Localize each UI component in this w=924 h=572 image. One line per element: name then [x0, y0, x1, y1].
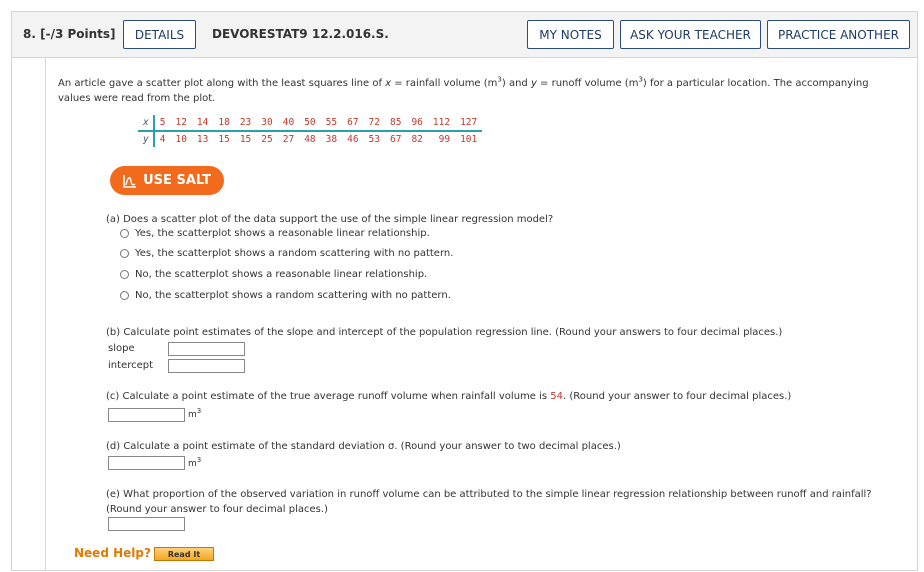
use-salt-button[interactable]: [110, 166, 224, 195]
part-a-option-2[interactable]: [120, 248, 453, 259]
x-cell: 72: [364, 115, 385, 131]
part-b-question: (b) Calculate point estimates of the slope and intercept of the population regression line. (Round your answers to four decimal places.): [106, 327, 783, 338]
intercept-label: intercept: [108, 360, 153, 371]
highlight-value: 54: [550, 391, 564, 402]
part-d-question: (d) Calculate a point estimate of the standard deviation σ. (Round your answer to two decimal places.): [106, 441, 621, 452]
radio-button[interactable]: [120, 249, 129, 258]
y-cell: 101: [460, 134, 478, 145]
x-cell: 50: [299, 115, 320, 131]
y-cell: 53: [368, 134, 380, 145]
option-label: Yes, the scatterplot shows a reasonable linear relationship.: [135, 228, 430, 239]
part-a-option-3[interactable]: [120, 269, 427, 280]
y-cell: 4: [159, 134, 166, 145]
unit-label: $m^3$: [188, 407, 202, 420]
y-cell: 15: [218, 134, 230, 145]
x-cell: 12: [170, 115, 191, 131]
y-cell: 13: [196, 134, 209, 145]
assignment-code: DEVORESTAT9 12.2.016.S.: [212, 27, 389, 41]
part-a-option-1[interactable]: [120, 228, 430, 239]
option-label: No, the scatterplot shows a reasonable linear relationship.: [135, 269, 428, 280]
y-cell: 15: [239, 134, 252, 145]
option-label: No, the scatterplot shows a random scattering with no pattern.: [135, 290, 451, 301]
intercept-input[interactable]: [168, 359, 245, 373]
need-help-label: Need Help?: [74, 546, 151, 560]
salt-chart-icon: [123, 174, 137, 188]
question-card: [11, 11, 918, 571]
practice-another-button[interactable]: PRACTICE ANOTHER: [767, 20, 910, 49]
part-e-question: (e) What proportion of the observed variation in runoff volume can be attributed to the simple linear regression relationship between runoff and rainfall? (Round your answer to four decimal places.): [106, 489, 872, 515]
y-cell: 46: [347, 134, 359, 145]
radio-button[interactable]: [120, 270, 129, 279]
x-cell: 18: [213, 115, 234, 131]
y-cell: 38: [325, 134, 338, 145]
option-label: Yes, the scatterplot shows a random scattering with no pattern.: [135, 248, 454, 259]
question-title: 8. [-/3 Points]: [23, 27, 116, 41]
data-table: [138, 115, 482, 147]
x-cell: 85: [385, 115, 406, 131]
read-it-button[interactable]: Read It: [154, 547, 214, 561]
use-salt-label: USE SALT: [143, 173, 211, 188]
y-cell: 82: [411, 134, 423, 145]
slope-input[interactable]: [168, 342, 245, 356]
unit-label: $m^3$: [188, 456, 202, 469]
y-cell: 48: [304, 134, 316, 145]
x-cell: 5: [154, 115, 171, 131]
x-cell: 127: [455, 115, 482, 131]
table-row-x: [138, 115, 482, 131]
y-cell: 10: [175, 134, 187, 145]
radio-button[interactable]: [120, 291, 129, 300]
x-cell: 67: [342, 115, 363, 131]
question-header: [12, 12, 917, 58]
part-a-question: (a) Does a scatter plot of the data support the use of the simple linear regression model?: [106, 214, 554, 225]
row-label-y: y: [138, 131, 154, 147]
average-runoff-input[interactable]: [108, 408, 185, 422]
x-cell: 14: [192, 115, 213, 131]
radio-button[interactable]: [120, 229, 129, 238]
table-row-y: [138, 131, 482, 147]
x-cell: 55: [321, 115, 342, 131]
x-cell: 23: [235, 115, 256, 131]
y-cell: 25: [261, 134, 273, 145]
x-cell: 96: [406, 115, 427, 131]
details-button[interactable]: DETAILS: [123, 20, 196, 49]
question-body: [45, 58, 917, 570]
slope-label: slope: [108, 343, 135, 354]
y-cell: 27: [282, 134, 295, 145]
part-a-option-4[interactable]: [120, 290, 451, 301]
y-cell: 99: [438, 134, 451, 145]
x-cell: 112: [428, 115, 455, 131]
row-label-x: x: [138, 115, 154, 131]
proportion-input[interactable]: [108, 517, 185, 531]
y-cell: 67: [390, 134, 402, 145]
part-c-question: (c) Calculate a point estimate of the true average runoff volume when rainfall volume is 54. (Round your answer to four decimal places.): [106, 391, 792, 402]
my-notes-button[interactable]: MY NOTES: [527, 20, 614, 49]
ask-your-teacher-button[interactable]: ASK YOUR TEACHER: [620, 20, 761, 49]
std-dev-input[interactable]: [108, 456, 185, 470]
x-cell: 30: [256, 115, 277, 131]
x-cell: 40: [278, 115, 299, 131]
problem-statement: An article gave a scatter plot along with the least squares line of x = rainfall volume $(m^3)$ and y = runoff volume $(m^3)$ for a particular location. The accompanying values were read from the plot.: [58, 75, 869, 104]
